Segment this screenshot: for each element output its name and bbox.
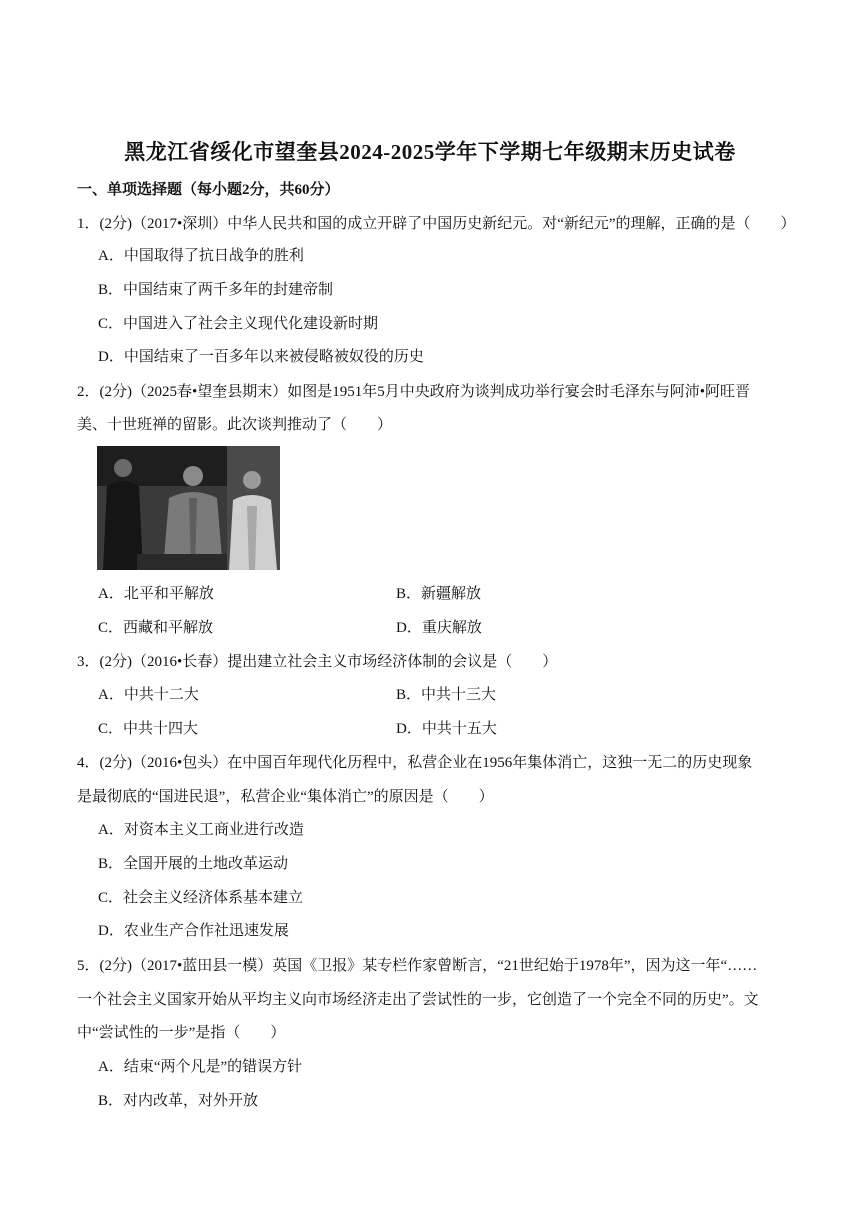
question-4-option-a: A．对资本主义工商业进行改造 [98, 822, 304, 838]
question-4-stem-line-1: 4．(2分)（2016•包头）在中国百年现代化历程中，私营企业在1956年集体消亡，这独一无二的历史现象 [77, 755, 753, 771]
exam-title: 黑龙江省绥化市望奎县2024-2025学年下学期七年级期末历史试卷 [124, 140, 736, 164]
question-2-option-c: C．西藏和平解放 [98, 620, 214, 636]
question-3-stem: 3．(2分)（2016•长春）提出建立社会主义市场经济体制的会议是（ ） [77, 654, 558, 670]
question-1-option-c: C．中国进入了社会主义现代化建设新时期 [98, 316, 379, 332]
question-5-stem-line-1: 5．(2分)（2017•蓝田县一模）英国《卫报》某专栏作家曾断言，“21世纪始于1978年”，因为这一年“…… [77, 958, 758, 974]
question-5-option-b: B．对内改革，对外开放 [98, 1093, 259, 1109]
question-2-stem-line-2: 美、十世班禅的留影。此次谈判推动了（ ） [77, 417, 393, 433]
question-1-option-b: B．中国结束了两千多年的封建帝制 [98, 282, 334, 298]
question-1-option-a: A．中国取得了抗日战争的胜利 [98, 248, 304, 264]
question-1-stem: 1．(2分)（2017•深圳）中华人民共和国的成立开辟了中国历史新纪元。对“新纪元”的理解，正确的是（ ） [77, 216, 796, 232]
historical-photo [97, 446, 280, 570]
question-2-option-b: B．新疆解放 [396, 586, 482, 602]
question-1-option-d: D．中国结束了一百多年以来被侵略被奴役的历史 [98, 349, 424, 365]
question-4-option-b: B．全国开展的土地改革运动 [98, 856, 289, 872]
question-4-option-d: D．农业生产合作社迅速发展 [98, 923, 289, 939]
question-5-stem-line-3: 中“尝试性的一步”是指（ ） [77, 1025, 286, 1041]
question-3-option-a: A．中共十二大 [98, 687, 199, 703]
question-3-option-d: D．中共十五大 [396, 721, 497, 737]
question-2-option-a: A．北平和平解放 [98, 586, 214, 602]
question-3-option-c: C．中共十四大 [98, 721, 199, 737]
question-2-option-d: D．重庆解放 [396, 620, 482, 636]
question-3-option-b: B．中共十三大 [396, 687, 497, 703]
photo-figures [97, 446, 280, 570]
question-5-stem-line-2: 一个社会主义国家开始从平均主义向市场经济走出了尝试性的一步，它创造了一个完全不同的历史”。文 [77, 992, 759, 1008]
question-5-option-a: A．结束“两个凡是”的错误方针 [98, 1059, 303, 1075]
section-heading: 一、单项选择题（每小题2分，共60分） [77, 182, 340, 198]
question-2-stem-line-1: 2．(2分)（2025春•望奎县期末）如图是1951年5月中央政府为谈判成功举行宴会时毛泽东与阿沛•阿旺晋 [77, 384, 750, 400]
question-4-option-c: C．社会主义经济体系基本建立 [98, 890, 304, 906]
question-4-stem-line-2: 是最彻底的“国进民退”，私营企业“集体消亡”的原因是（ ） [77, 789, 494, 805]
